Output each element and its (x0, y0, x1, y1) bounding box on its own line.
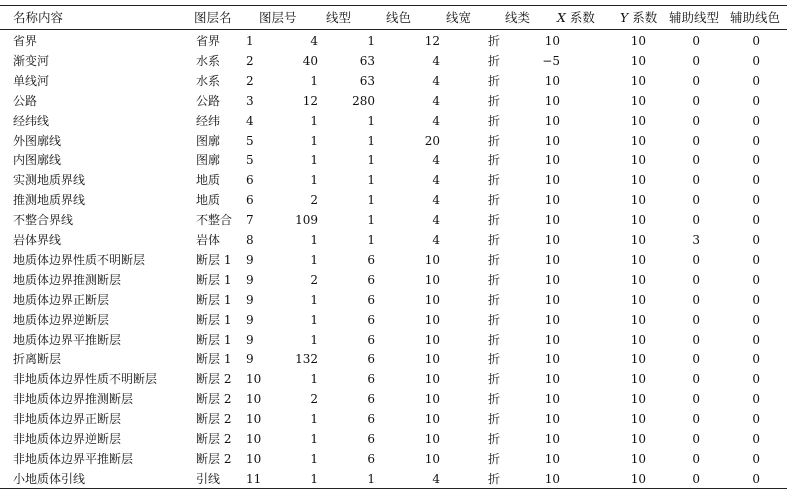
cell-aux-line-type: 0 (692, 312, 700, 327)
cell-line-color: 6 (367, 292, 375, 307)
cell-line-type: 1 (310, 252, 318, 267)
table-row (0, 449, 787, 469)
cell-line-class: 折 (488, 53, 501, 68)
cell-layer: 断层 2 (196, 392, 232, 407)
cell-line-width: 4 (432, 73, 440, 88)
cell-name: 地质体边界正断层 (13, 292, 110, 307)
cell-line-class: 折 (488, 213, 501, 228)
cell-line-color: 1 (367, 213, 375, 228)
table-row (0, 230, 787, 250)
cell-line-type: 1 (310, 372, 318, 387)
cell-layer: 图廓 (196, 133, 221, 148)
cell-line-type: 2 (310, 193, 318, 208)
cell-aux-line-type: 0 (692, 332, 700, 347)
cell-aux-line-type: 0 (692, 471, 700, 486)
cell-layer-number: 9 (246, 332, 254, 347)
cell-name: 地质体边界逆断层 (13, 312, 110, 327)
cell-line-color: 1 (367, 233, 375, 247)
cell-line-width: 10 (424, 451, 440, 466)
cell-layer: 断层 1 (196, 332, 232, 347)
cell-y-coefficient: 10 (630, 292, 646, 307)
cell-layer: 断层 2 (196, 412, 232, 427)
table-row (0, 111, 787, 131)
cell-line-type: 1 (310, 332, 318, 347)
cell-line-class: 折 (488, 412, 501, 427)
cell-line-width: 4 (432, 233, 440, 247)
cell-y-coefficient: 10 (630, 173, 646, 188)
cell-aux-line-type: 0 (692, 133, 700, 148)
cell-x-coefficient: 10 (544, 233, 560, 247)
cell-line-width: 4 (432, 153, 440, 168)
cell-line-color: 6 (367, 432, 375, 446)
cell-line-width: 4 (432, 471, 440, 486)
cell-name: 外图廓线 (13, 133, 62, 148)
cell-aux-line-color: 0 (752, 252, 760, 267)
cell-line-color: 6 (367, 412, 375, 427)
header-x-suffix: 系数 (565, 10, 595, 25)
cell-line-class: 折 (488, 34, 501, 48)
cell-x-coefficient: 10 (544, 332, 560, 347)
cell-line-color: 6 (367, 392, 375, 407)
cell-layer-number: 2 (246, 73, 254, 88)
cell-aux-line-type: 0 (692, 252, 700, 267)
cell-layer: 地质 (196, 173, 221, 188)
cell-x-coefficient: 10 (544, 193, 560, 208)
cell-layer: 不整合 (196, 213, 233, 228)
cell-aux-line-color: 0 (752, 93, 760, 108)
table-row (0, 290, 787, 310)
cell-layer: 断层 2 (196, 372, 232, 387)
cell-x-coefficient: 10 (544, 312, 560, 327)
cell-aux-line-color: 0 (752, 213, 760, 228)
cell-y-coefficient: 10 (630, 53, 646, 68)
cell-line-color: 1 (367, 193, 375, 208)
header-line-width: 线宽 (446, 10, 472, 25)
cell-aux-line-color: 0 (752, 133, 760, 148)
cell-line-width: 10 (424, 392, 440, 407)
cell-line-class: 折 (488, 193, 501, 208)
cell-aux-line-color: 0 (752, 53, 760, 68)
cell-y-coefficient: 10 (630, 252, 646, 267)
cell-line-width: 10 (424, 252, 440, 267)
cell-layer: 断层 1 (196, 252, 232, 267)
cell-line-color: 63 (359, 53, 375, 68)
header-line-type: 线型 (326, 10, 352, 25)
cell-layer-number: 10 (246, 451, 262, 466)
cell-line-class: 折 (488, 252, 501, 267)
cell-line-type: 1 (310, 173, 318, 188)
cell-y-coefficient: 10 (630, 352, 646, 367)
cell-y-coefficient: 10 (630, 392, 646, 407)
cell-line-width: 10 (424, 372, 440, 387)
cell-line-type: 1 (310, 233, 318, 247)
cell-y-coefficient: 10 (630, 451, 646, 466)
cell-aux-line-color: 0 (752, 292, 760, 307)
cell-y-coefficient: 10 (630, 332, 646, 347)
table-row (0, 51, 787, 71)
cell-name: 非地质体边界正断层 (13, 412, 122, 427)
cell-layer-number: 6 (246, 193, 254, 208)
header-x-variable: X (557, 10, 566, 25)
cell-aux-line-type: 0 (692, 392, 700, 407)
cell-aux-line-type: 0 (692, 352, 700, 367)
cell-aux-line-type: 0 (692, 93, 700, 108)
cell-line-class: 折 (488, 73, 501, 88)
cell-line-width: 20 (424, 133, 440, 148)
header-y-variable: Y (620, 10, 629, 25)
cell-name: 小地质体引线 (13, 471, 86, 486)
cell-line-color: 6 (367, 272, 375, 287)
cell-aux-line-type: 3 (692, 233, 700, 247)
cell-layer: 水系 (196, 53, 221, 68)
cell-name: 非地质体边界推测断层 (13, 392, 134, 407)
cell-aux-line-color: 0 (752, 272, 760, 287)
cell-line-width: 4 (432, 213, 440, 228)
cell-name: 渐变河 (13, 53, 50, 68)
cell-aux-line-color: 0 (752, 153, 760, 168)
cell-line-width: 10 (424, 332, 440, 347)
cell-line-class: 折 (488, 352, 501, 367)
table-row (0, 91, 787, 111)
table-row (0, 131, 787, 151)
cell-aux-line-color: 0 (752, 451, 760, 466)
cell-y-coefficient: 10 (630, 73, 646, 88)
cell-aux-line-color: 0 (752, 432, 760, 446)
cell-aux-line-color: 0 (752, 352, 760, 367)
cell-aux-line-color: 0 (752, 372, 760, 387)
cell-layer: 断层 2 (196, 451, 232, 466)
cell-aux-line-type: 0 (692, 153, 700, 168)
cell-line-color: 6 (367, 332, 375, 347)
cell-layer: 断层 1 (196, 292, 232, 307)
cell-layer-number: 2 (246, 53, 254, 68)
table-row (0, 270, 787, 290)
cell-aux-line-type: 0 (692, 113, 700, 128)
cell-line-color: 6 (367, 451, 375, 466)
cell-aux-line-type: 0 (692, 432, 700, 446)
cell-name: 实测地质界线 (13, 173, 86, 188)
cell-aux-line-color: 0 (752, 113, 760, 128)
cell-line-class: 折 (488, 292, 501, 307)
cell-y-coefficient: 10 (630, 471, 646, 486)
cell-aux-line-type: 0 (692, 292, 700, 307)
cell-name: 非地质体边界性质不明断层 (13, 372, 158, 387)
cell-layer-number: 5 (246, 153, 254, 168)
cell-y-coefficient: 10 (630, 412, 646, 427)
cell-line-color: 6 (367, 352, 375, 367)
table-row (0, 71, 787, 91)
cell-line-type: 1 (310, 113, 318, 128)
cell-line-width: 10 (424, 352, 440, 367)
cell-layer-number: 9 (246, 272, 254, 287)
header-aux-line-type: 辅助线型 (669, 10, 720, 25)
cell-x-coefficient: 10 (544, 272, 560, 287)
cell-aux-line-type: 0 (692, 372, 700, 387)
cell-line-color: 6 (367, 372, 375, 387)
cell-line-color: 280 (352, 93, 375, 108)
cell-layer: 断层 1 (196, 272, 232, 287)
cell-aux-line-type: 0 (692, 173, 700, 188)
cell-aux-line-color: 0 (752, 392, 760, 407)
cell-y-coefficient: 10 (630, 432, 646, 446)
cell-aux-line-color: 0 (752, 233, 760, 247)
cell-line-width: 12 (424, 34, 440, 48)
cell-line-width: 10 (424, 292, 440, 307)
cell-aux-line-color: 0 (752, 73, 760, 88)
header-name: 名称内容 (13, 10, 64, 25)
cell-aux-line-type: 0 (692, 34, 700, 48)
cell-line-type: 1 (310, 451, 318, 466)
cell-line-class: 折 (488, 332, 501, 347)
cell-line-width: 4 (432, 193, 440, 208)
cell-x-coefficient: 10 (544, 471, 560, 486)
cell-line-class: 折 (488, 93, 501, 108)
cell-line-type: 132 (295, 352, 318, 367)
cell-y-coefficient: 10 (630, 312, 646, 327)
cell-line-color: 1 (367, 113, 375, 128)
cell-layer: 断层 1 (196, 352, 232, 367)
cell-line-color: 1 (367, 153, 375, 168)
cell-x-coefficient: −5 (542, 53, 560, 68)
table-row (0, 210, 787, 230)
table-row (0, 31, 787, 51)
cell-layer-number: 7 (246, 213, 254, 228)
cell-line-type: 1 (310, 292, 318, 307)
cell-layer: 经纬 (196, 113, 221, 128)
cell-aux-line-color: 0 (752, 173, 760, 188)
header-y-suffix: 系数 (628, 10, 658, 25)
cell-layer: 断层 1 (196, 312, 232, 327)
cell-y-coefficient: 10 (630, 372, 646, 387)
cell-line-type: 2 (310, 392, 318, 407)
cell-aux-line-type: 0 (692, 272, 700, 287)
cell-aux-line-color: 0 (752, 193, 760, 208)
cell-layer-number: 11 (246, 471, 262, 486)
cell-layer-number: 3 (246, 93, 254, 108)
cell-x-coefficient: 10 (544, 451, 560, 466)
cell-layer-number: 4 (246, 113, 254, 128)
cell-aux-line-type: 0 (692, 213, 700, 228)
cell-x-coefficient: 10 (544, 392, 560, 407)
table-row (0, 389, 787, 409)
cell-line-color: 1 (367, 173, 375, 188)
cell-layer-number: 10 (246, 432, 262, 446)
cell-line-width: 4 (432, 53, 440, 68)
cell-layer-number: 9 (246, 352, 254, 367)
cell-y-coefficient: 10 (630, 113, 646, 128)
cell-layer-number: 8 (246, 233, 254, 247)
cell-line-width: 10 (424, 432, 440, 446)
cell-x-coefficient: 10 (544, 372, 560, 387)
cell-x-coefficient: 10 (544, 34, 560, 48)
cell-aux-line-color: 0 (752, 312, 760, 327)
cell-layer: 水系 (196, 73, 221, 88)
cell-layer-number: 6 (246, 173, 254, 188)
cell-line-class: 折 (488, 233, 501, 247)
cell-y-coefficient: 10 (630, 272, 646, 287)
table-row (0, 349, 787, 369)
header-aux-line-color: 辅助线色 (730, 10, 781, 25)
cell-x-coefficient: 10 (544, 213, 560, 228)
cell-line-width: 10 (424, 272, 440, 287)
cell-line-color: 63 (359, 73, 375, 88)
cell-line-class: 折 (488, 471, 501, 486)
header-x-coefficient (557, 9, 595, 27)
cell-aux-line-color: 0 (752, 471, 760, 486)
table-row (0, 429, 787, 449)
cell-x-coefficient: 10 (544, 73, 560, 88)
cell-x-coefficient: 10 (544, 432, 560, 446)
cell-y-coefficient: 10 (630, 213, 646, 228)
cell-line-type: 1 (310, 153, 318, 168)
cell-x-coefficient: 10 (544, 173, 560, 188)
cell-x-coefficient: 10 (544, 252, 560, 267)
table-header-rule (0, 29, 787, 30)
cell-line-class: 折 (488, 451, 501, 466)
header-line-color: 线色 (386, 10, 412, 25)
cell-line-type: 1 (310, 412, 318, 427)
cell-layer-number: 10 (246, 412, 262, 427)
cell-aux-line-type: 0 (692, 193, 700, 208)
table-row (0, 310, 787, 330)
cell-name: 岩体界线 (13, 233, 62, 247)
cell-line-type: 1 (310, 432, 318, 446)
cell-x-coefficient: 10 (544, 133, 560, 148)
cell-line-class: 折 (488, 432, 501, 446)
cell-layer: 岩体 (196, 233, 221, 247)
cell-layer: 引线 (196, 471, 221, 486)
cell-line-class: 折 (488, 392, 501, 407)
cell-aux-line-type: 0 (692, 451, 700, 466)
cell-line-type: 109 (295, 213, 318, 228)
cell-name: 非地质体边界逆断层 (13, 432, 122, 446)
cell-line-class: 折 (488, 173, 501, 188)
cell-x-coefficient: 10 (544, 113, 560, 128)
cell-layer: 图廓 (196, 153, 221, 168)
cell-layer-number: 5 (246, 133, 254, 148)
cell-layer-number: 10 (246, 372, 262, 387)
cell-line-type: 1 (310, 73, 318, 88)
cell-x-coefficient: 10 (544, 292, 560, 307)
cell-x-coefficient: 10 (544, 153, 560, 168)
cell-x-coefficient: 10 (544, 412, 560, 427)
cell-name: 不整合界线 (13, 213, 74, 228)
cell-line-color: 6 (367, 252, 375, 267)
cell-line-type: 1 (310, 312, 318, 327)
cell-name: 经纬线 (13, 113, 50, 128)
table-row (0, 250, 787, 270)
cell-aux-line-color: 0 (752, 34, 760, 48)
cell-name: 内图廓线 (13, 153, 62, 168)
table-row (0, 330, 787, 350)
cell-aux-line-type: 0 (692, 73, 700, 88)
cell-aux-line-type: 0 (692, 53, 700, 68)
cell-layer: 断层 2 (196, 432, 232, 446)
cell-layer: 地质 (196, 193, 221, 208)
header-layer-number: 图层号 (259, 10, 297, 25)
cell-aux-line-type: 0 (692, 412, 700, 427)
cell-line-width: 4 (432, 113, 440, 128)
cell-line-type: 1 (310, 471, 318, 486)
cell-line-type: 40 (302, 53, 318, 68)
cell-line-type: 4 (310, 34, 318, 48)
cell-name: 非地质体边界平推断层 (13, 451, 134, 466)
cell-name: 省界 (13, 34, 38, 48)
table-row (0, 170, 787, 190)
cell-line-width: 4 (432, 93, 440, 108)
cell-line-class: 折 (488, 372, 501, 387)
cell-layer: 省界 (196, 34, 221, 48)
cell-line-color: 1 (367, 34, 375, 48)
cell-y-coefficient: 10 (630, 153, 646, 168)
cell-y-coefficient: 10 (630, 133, 646, 148)
cell-line-class: 折 (488, 272, 501, 287)
cell-line-width: 10 (424, 412, 440, 427)
cell-line-class: 折 (488, 113, 501, 128)
cell-layer-number: 9 (246, 312, 254, 327)
cell-line-type: 12 (302, 93, 318, 108)
cell-name: 地质体边界性质不明断层 (13, 252, 146, 267)
cell-line-width: 4 (432, 173, 440, 188)
cell-layer-number: 10 (246, 392, 262, 407)
cell-aux-line-color: 0 (752, 332, 760, 347)
cell-y-coefficient: 10 (630, 34, 646, 48)
cell-layer-number: 9 (246, 252, 254, 267)
cell-x-coefficient: 10 (544, 93, 560, 108)
cell-name: 公路 (13, 93, 38, 108)
header-y-coefficient (620, 9, 657, 27)
table-bottom-rule (0, 488, 787, 489)
header-line-class: 线类 (505, 10, 531, 25)
cell-aux-line-color: 0 (752, 412, 760, 427)
cell-line-type: 2 (310, 272, 318, 287)
cell-layer-number: 9 (246, 292, 254, 307)
table-row (0, 469, 787, 489)
cell-line-width: 10 (424, 312, 440, 327)
cell-name: 推测地质界线 (13, 193, 86, 208)
cell-name: 单线河 (13, 73, 50, 88)
cell-layer: 公路 (196, 93, 221, 108)
cell-y-coefficient: 10 (630, 233, 646, 247)
table-row (0, 190, 787, 210)
cell-layer-number: 1 (246, 34, 254, 48)
cell-line-color: 1 (367, 471, 375, 486)
cell-name: 地质体边界平推断层 (13, 332, 122, 347)
cell-y-coefficient: 10 (630, 193, 646, 208)
table-top-rule (0, 5, 787, 6)
header-layer: 图层名 (194, 10, 232, 25)
cell-line-type: 1 (310, 133, 318, 148)
cell-line-class: 折 (488, 153, 501, 168)
cell-name: 折离断层 (13, 352, 62, 367)
table-row (0, 409, 787, 429)
cell-x-coefficient: 10 (544, 352, 560, 367)
table-row (0, 150, 787, 170)
table-row (0, 369, 787, 389)
cell-line-color: 1 (367, 133, 375, 148)
cell-line-class: 折 (488, 312, 501, 327)
cell-y-coefficient: 10 (630, 93, 646, 108)
cell-name: 地质体边界推测断层 (13, 272, 122, 287)
cell-line-color: 6 (367, 312, 375, 327)
cell-line-class: 折 (488, 133, 501, 148)
